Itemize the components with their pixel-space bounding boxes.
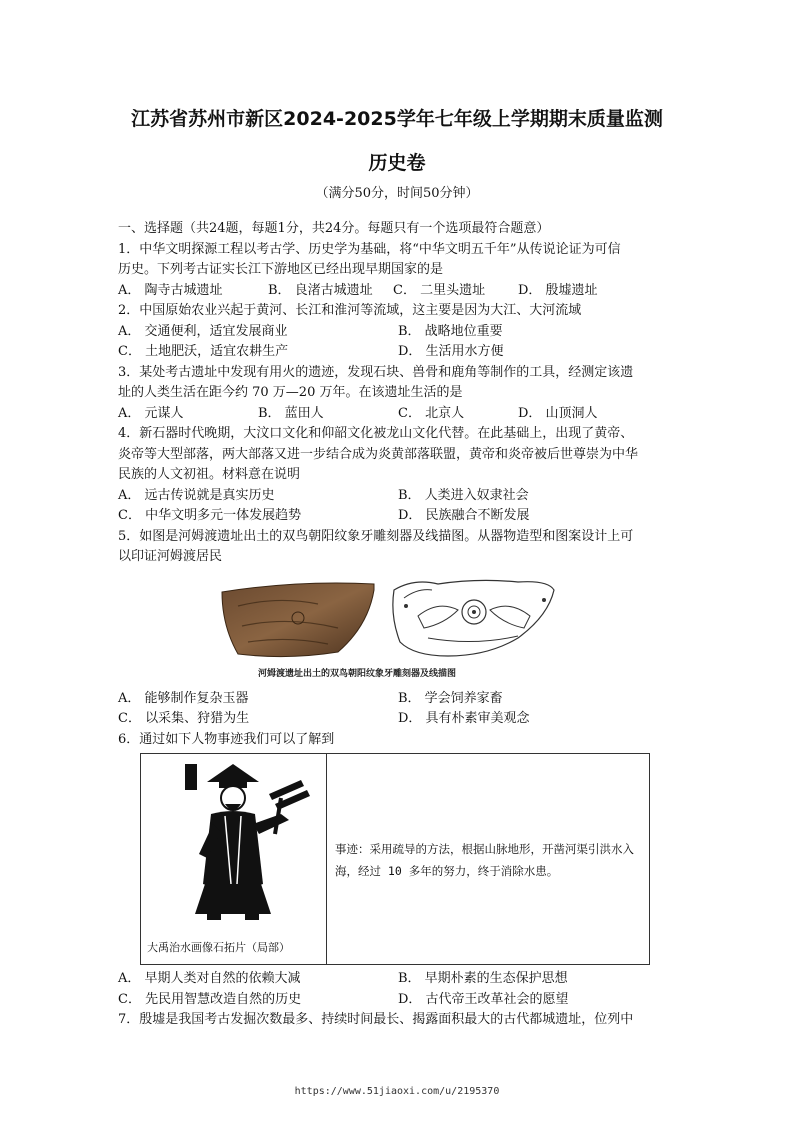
option-c[interactable]: C． 北京人: [398, 405, 465, 421]
question-stem: 4．新石器时代晚期，大汶口文化和仰韶文化被龙山文化代替。在此基础上，出现了黄帝、: [118, 426, 634, 441]
question-stem: 2．中国原始农业兴起于黄河、长江和淮河等流域，这主要是因为大江、大河流域: [118, 303, 582, 318]
option-c[interactable]: C． 先民用智慧改造自然的历史: [118, 991, 302, 1007]
section-heading: 一、选择题（共24题，每题1分，共24分。每题只有一个选项最符合题意）: [118, 221, 550, 236]
question-stem: 3．某处考古遗址中发现有用火的遗迹，发现石块、兽骨和鹿角等制作的工具，经测定该遗: [118, 364, 634, 380]
options-row: [118, 506, 678, 527]
question-stem: 炎帝等大型部落，两大部落又进一步结合成为炎黄部落联盟，黄帝和炎帝被后世尊崇为中华: [118, 446, 639, 462]
options-row: [118, 689, 678, 710]
question-stem: 民族的人文初祖。材料意在说明: [118, 467, 301, 482]
yu-deed-table: [140, 753, 650, 965]
options-row: [118, 990, 678, 1011]
exam-subject: 历史卷: [368, 152, 426, 174]
footer-url[interactable]: https://www.51jiaoxi.com/u/2195370: [294, 1086, 500, 1097]
option-d[interactable]: D． 生活用水方便: [398, 344, 504, 359]
ivory-carving-illustration: [218, 576, 558, 662]
rubbing-caption: 大禹治水画像石拓片（局部）: [147, 940, 290, 954]
option-c[interactable]: C． 以采集、狩猎为生: [118, 711, 250, 726]
option-a[interactable]: A． 早期人类对自然的依赖大减: [118, 971, 301, 986]
option-a[interactable]: A． 能够制作复杂玉器: [118, 690, 249, 706]
option-c[interactable]: C． 土地肥沃，适宜农耕生产: [118, 344, 289, 359]
options-row: [118, 404, 678, 425]
option-d[interactable]: D． 山顶洞人: [518, 405, 598, 421]
question-stem: 以印证河姆渡居民: [118, 549, 223, 564]
question-stem: 历史。下列考古证实长江下游地区已经出现早期国家的是: [118, 262, 444, 277]
question-stem: 5．如图是河姆渡遗址出土的双鸟朝阳纹象牙雕刻器及线描图。从器物造型和图案设计上可: [118, 528, 634, 544]
question-stem: 址的人类生活在距今约 70 万—20 万年。在该遗址生活的是: [118, 385, 463, 400]
artifact-figure: [118, 572, 678, 687]
exam-title: 江苏省苏州市新区2024-2025学年七年级上学期期末质量监测: [131, 108, 663, 130]
options-row: [118, 969, 678, 990]
options-row: [118, 342, 678, 363]
table-image-cell: [141, 754, 327, 964]
options-row: [118, 322, 678, 343]
option-b[interactable]: B． 人类进入奴隶社会: [398, 487, 529, 503]
option-a[interactable]: A． 交通便利，适宜发展商业: [118, 323, 288, 339]
options-row: [118, 709, 678, 730]
option-c[interactable]: C． 二里头遗址: [393, 282, 486, 298]
question-list: [118, 219, 678, 1031]
option-c[interactable]: C． 中华文明多元一体发展趋势: [118, 508, 302, 523]
option-d[interactable]: D． 殷墟遗址: [518, 282, 598, 298]
question-stem: 7．殷墟是我国考古发掘次数最多、持续时间最长、揭露面积最大的古代都城遗址，位列中: [118, 1012, 634, 1027]
option-d[interactable]: D． 具有朴素审美观念: [398, 711, 530, 726]
options-row: [118, 281, 678, 302]
question-stem: 1．中华文明探源工程以考古学、历史学为基础，将“中华文明五千年”从传说论证为可信: [118, 241, 621, 257]
exam-score-time: （满分50分，时间50分钟）: [315, 186, 479, 201]
figure-caption: 河姆渡遗址出土的双鸟朝阳纹象牙雕刻器及线描图: [258, 668, 457, 679]
option-b[interactable]: B． 战略地位重要: [398, 323, 503, 339]
options-row: [118, 486, 678, 507]
question-stem: 6．通过如下人物事迹我们可以了解到: [118, 731, 335, 747]
option-b[interactable]: B． 早期朴素的生态保护思想: [398, 971, 568, 986]
option-d[interactable]: D． 古代帝王改革社会的愿望: [398, 991, 569, 1007]
option-a[interactable]: A． 陶寺古城遗址: [118, 282, 223, 298]
option-b[interactable]: B． 良渚古城遗址: [268, 282, 373, 298]
option-a[interactable]: A． 远古传说就是真实历史: [118, 487, 275, 503]
option-d[interactable]: D． 民族融合不断发展: [398, 508, 530, 523]
deed-text: 事迹：采用疏导的方法，根据山脉地形，开凿河渠引洪水入海，经过 10 多年的努力，终于消除水患。: [335, 842, 634, 878]
option-b[interactable]: B． 学会饲养家畜: [398, 690, 503, 706]
option-b[interactable]: B． 蓝田人: [258, 405, 324, 421]
yu-rubbing-illustration: [141, 754, 326, 939]
option-a[interactable]: A． 元谋人: [118, 405, 184, 421]
table-deed-cell: [327, 754, 649, 964]
